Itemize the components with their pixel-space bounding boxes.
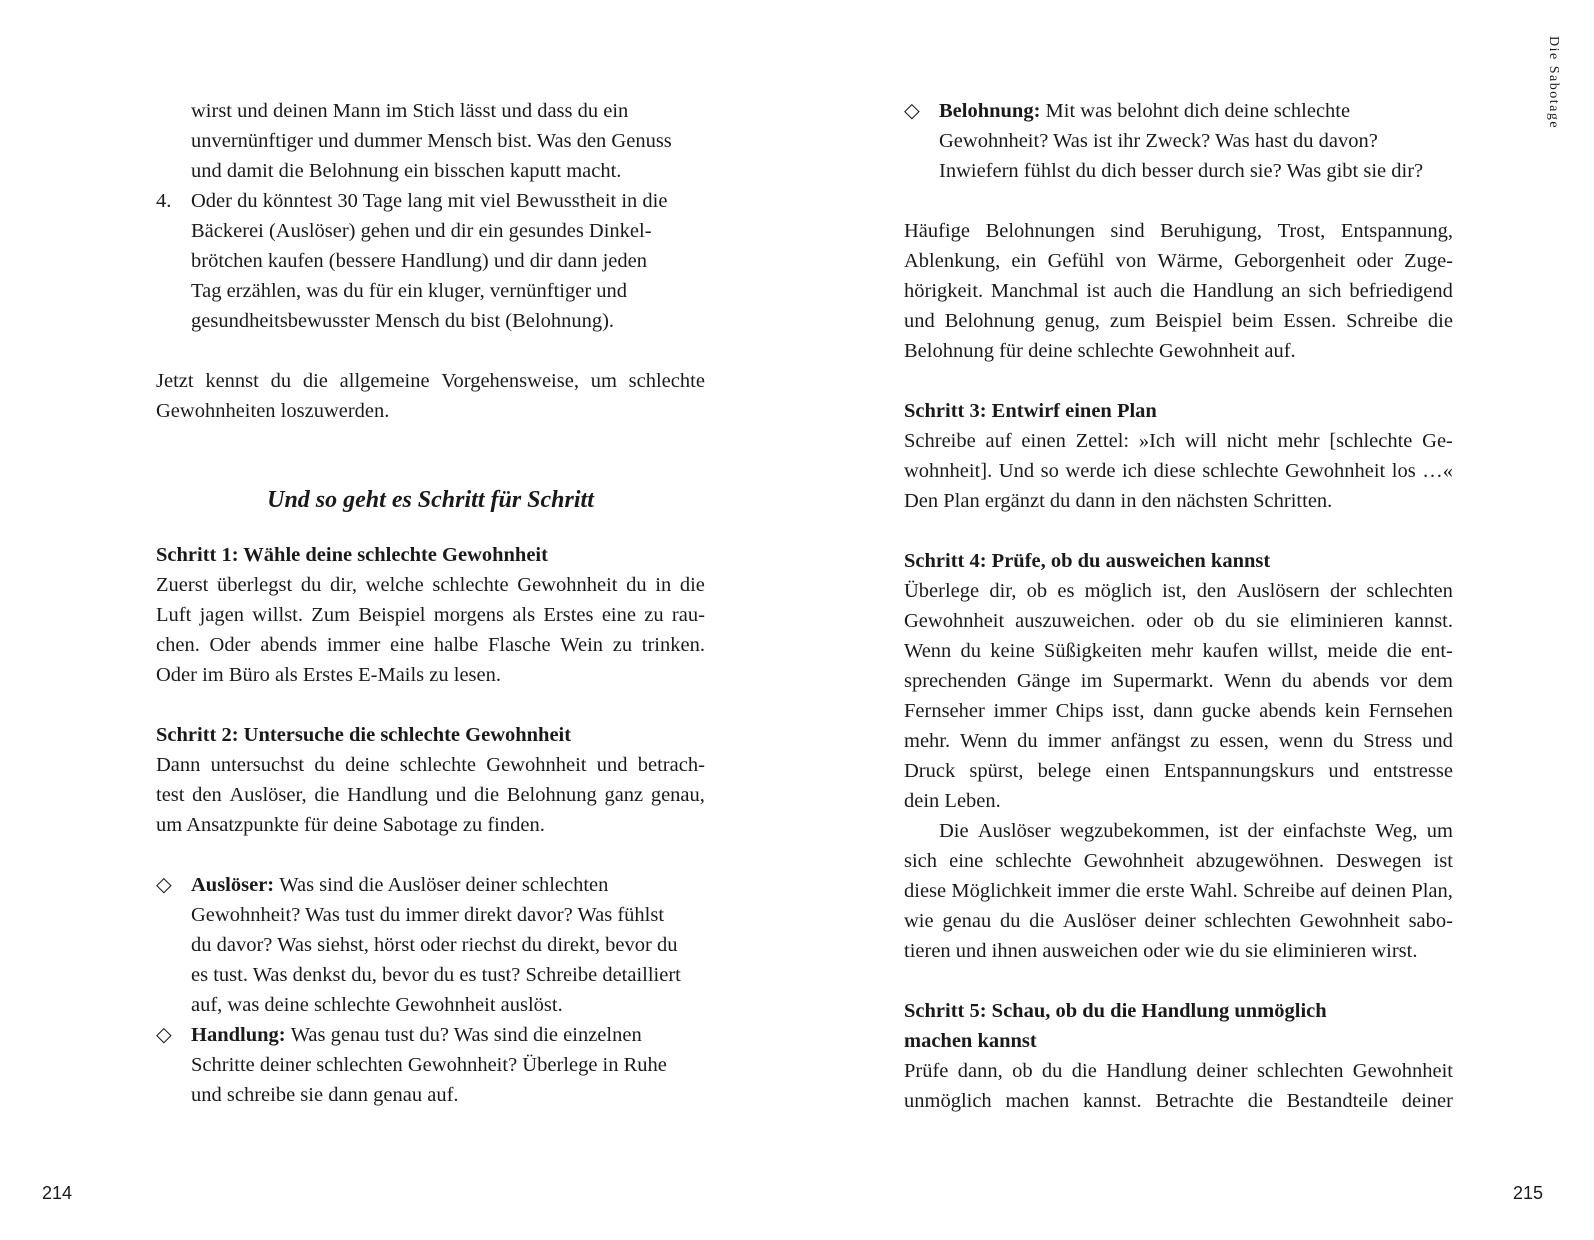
bullet-label: Auslöser: (191, 874, 275, 896)
text-line: sich eine schlechte Gewohnheit abzugewöhnen. Deswegen ist (904, 850, 1453, 872)
text-line: Schritte deiner schlechten Gewohnheit? Überlege in Ruhe (191, 1054, 667, 1076)
text-line: Fernseher immer Chips isst, dann gucke abends kein Fernsehen (904, 700, 1453, 722)
text-line: Prüfe dann, ob du die Handlung deiner schlechten Gewohnheit (904, 1060, 1453, 1082)
bullet-item-ausloeser (156, 870, 705, 1020)
text-line: Schreibe auf einen Zettel: »Ich will nicht mehr [schlechte Ge- (904, 430, 1453, 452)
text-line: du davor? Was siehst, hörst oder riechst du direkt, bevor du (191, 934, 678, 956)
text-line: Zuerst überlegst du dir, welche schlechte Gewohnheit du in die (156, 574, 705, 596)
text-line: Luft jagen willst. Zum Beispiel morgens als Erstes eine zu rau- (156, 604, 705, 626)
text-line: test den Auslöser, die Handlung und die Belohnung ganz genau, (156, 784, 705, 806)
step-heading: Schritt 1: Wähle deine schlechte Gewohnheit (156, 544, 548, 566)
text-line: wie genau du die Auslöser deiner schlechten Gewohnheit sabo- (904, 910, 1453, 932)
text-line: Überlege dir, ob es möglich ist, den Auslösern der schlechten (904, 580, 1453, 602)
list-number: 4. (156, 190, 172, 212)
step-heading: Schritt 5: Schau, ob du die Handlung unmöglich (904, 1000, 1327, 1022)
text-line: sprechenden Gänge im Supermarkt. Wenn du abends vor dem (904, 670, 1453, 692)
text-line: Tag erzählen, was du für ein kluger, vernünftiger und (191, 280, 628, 302)
text-line: Inwiefern fühlst du dich besser durch sie? Was gibt sie dir? (939, 160, 1424, 182)
text-line: Jetzt kennst du die allgemeine Vorgehensweise, um schlechte (156, 370, 705, 392)
diamond-bullet-icon: ◇ (156, 1024, 172, 1046)
bullet-label: Belohnung: (939, 100, 1041, 122)
left-page-column (156, 96, 705, 1110)
text-line: Ablenkung, ein Gefühl von Wärme, Geborgenheit oder Zuge- (904, 250, 1453, 272)
text-line: diese Möglichkeit immer die erste Wahl. Schreibe auf deinen Plan, (904, 880, 1453, 902)
text-line: Häufige Belohnungen sind Beruhigung, Trost, Entspannung, (904, 220, 1453, 242)
text-line: chen. Oder abends immer eine halbe Flasche Wein zu trinken. (156, 634, 705, 656)
text-line: Oder im Büro als Erstes E-Mails zu lesen. (156, 664, 502, 686)
text-line: tieren und ihnen ausweichen oder wie du sie eliminieren wirst. (904, 940, 1418, 962)
diamond-bullet-icon: ◇ (156, 874, 172, 896)
step-heading: Schritt 3: Entwirf einen Plan (904, 400, 1157, 422)
step-heading: Schritt 2: Untersuche die schlechte Gewohnheit (156, 724, 572, 746)
text-span: Was sind die Auslöser deiner schlechten (279, 874, 609, 896)
bullet-item-handlung (156, 1020, 705, 1110)
text-span: Was genau tust du? Was sind die einzelnen (290, 1024, 642, 1046)
text-line: Druck spürst, belege einen Entspannungskurs und entstresse (904, 760, 1453, 782)
text-line: auf, was deine schlechte Gewohnheit auslöst. (191, 994, 563, 1016)
text-line: unmöglich machen kannst. Betrachte die Bestandteile deiner (904, 1090, 1453, 1112)
text-line: dein Leben. (904, 790, 1001, 812)
text-line: Dann untersuchst du deine schlechte Gewohnheit und betrach- (156, 754, 705, 776)
section-title: Und so geht es Schritt für Schritt (267, 487, 594, 513)
text-line: es tust. Was denkst du, bevor du es tust? Schreibe detailliert (191, 964, 681, 986)
text-line: gesundheitsbewusster Mensch du bist (Belohnung). (191, 310, 615, 332)
text-line: Oder du könntest 30 Tage lang mit viel Bewusstheit in die (191, 190, 668, 212)
text-line: unvernünftiger und dummer Mensch bist. Was den Genuss (191, 130, 672, 152)
text-line: Gewohnheiten loszuwerden. (156, 400, 390, 422)
text-line: Gewohnheit auszuweichen. oder ob du sie eliminieren kannst. (904, 610, 1453, 632)
text-line: Gewohnheit? Was tust du immer direkt davor? Was fühlst (191, 904, 665, 926)
text-line: und schreibe sie dann genau auf. (191, 1084, 459, 1106)
right-page-column (904, 96, 1453, 1116)
text-line: wirst und deinen Mann im Stich lässt und dass du ein (191, 100, 629, 122)
text-line: Wenn du keine Süßigkeiten mehr kaufen willst, meide die ent- (904, 640, 1453, 662)
text-line: hörigkeit. Manchmal ist auch die Handlung an sich befriedigend (904, 280, 1453, 302)
bullet-item-belohnung (904, 96, 1453, 186)
text-line: Den Plan ergänzt du dann in den nächsten Schritten. (904, 490, 1333, 512)
diamond-bullet-icon: ◇ (904, 100, 920, 122)
step-heading: Schritt 4: Prüfe, ob du ausweichen kannst (904, 550, 1271, 572)
text-line: wohnheit]. Und so werde ich diese schlechte Gewohnheit los …« (904, 460, 1453, 482)
text-line: und Belohnung genug, zum Beispiel beim Essen. Schreibe die (904, 310, 1453, 332)
text-line: Die Auslöser wegzubekommen, ist der einfachste Weg, um (939, 820, 1453, 842)
bullet-label: Handlung: (191, 1024, 286, 1046)
text-line: brötchen kaufen (bessere Handlung) und dir dann jeden (191, 250, 647, 272)
text-line: mehr. Wenn du immer anfängst zu essen, wenn du Stress und (904, 730, 1453, 752)
page-number-right: 215 (1513, 1183, 1544, 1203)
running-head: Die Sabotage (1546, 36, 1561, 130)
text-line: Gewohnheit? Was ist ihr Zweck? Was hast du davon? (939, 130, 1378, 152)
text-span: Mit was belohnt dich deine schlechte (1045, 100, 1351, 122)
text-line: Belohnung für deine schlechte Gewohnheit auf. (904, 340, 1296, 362)
page-number-left: 214 (42, 1183, 73, 1203)
text-line: und damit die Belohnung ein bisschen kaputt macht. (191, 160, 622, 182)
text-line: Bäckerei (Auslöser) gehen und dir ein gesundes Dinkel- (191, 220, 652, 242)
list-item-4 (156, 186, 705, 336)
step-heading: machen kannst (904, 1030, 1037, 1052)
text-line: um Ansatzpunkte für deine Sabotage zu finden. (156, 814, 545, 836)
